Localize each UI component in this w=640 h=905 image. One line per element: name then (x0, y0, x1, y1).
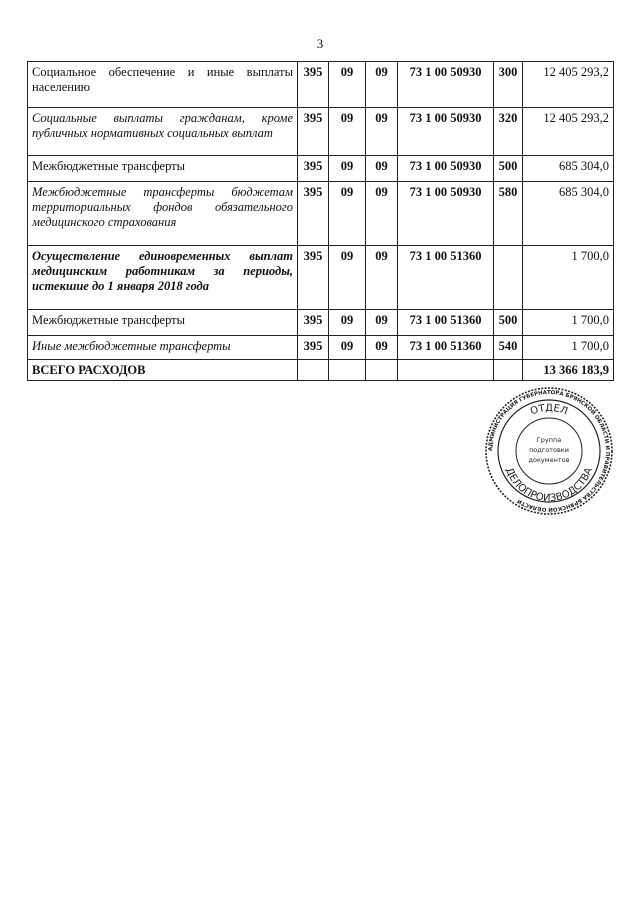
row-target: 73 1 00 50930 (398, 156, 494, 182)
total-label: ВСЕГО РАСХОДОВ (28, 360, 298, 381)
row-subsection: 09 (366, 336, 398, 360)
row-section: 09 (329, 156, 366, 182)
row-target: 73 1 00 51360 (398, 310, 494, 336)
row-target: 73 1 00 50930 (398, 108, 494, 156)
page-number: 3 (316, 36, 324, 51)
row-section: 09 (329, 182, 366, 246)
row-amount: 12 405 293,2 (523, 108, 614, 156)
official-stamp (484, 386, 614, 516)
row-code: 395 (298, 108, 329, 156)
row-amount: 685 304,0 (523, 156, 614, 182)
total-row (28, 360, 614, 381)
stamp-center-line-2: подготовки (529, 446, 569, 454)
row-section: 09 (329, 246, 366, 310)
row-section: 09 (329, 336, 366, 360)
row-amount: 1 700,0 (523, 336, 614, 360)
row-subsection: 09 (366, 108, 398, 156)
row-code: 395 (298, 62, 329, 108)
row-code: 395 (298, 310, 329, 336)
row-code: 395 (298, 246, 329, 310)
row-name: Социальные выплаты гражданам, кроме публичных нормативных социальных выплат (28, 108, 298, 156)
row-subsection: 09 (366, 310, 398, 336)
row-amount: 1 700,0 (523, 310, 614, 336)
row-target: 73 1 00 51360 (398, 246, 494, 310)
row-amount: 12 405 293,2 (523, 62, 614, 108)
row-type (494, 246, 523, 310)
row-subsection: 09 (366, 62, 398, 108)
row-code: 395 (298, 336, 329, 360)
row-target: 73 1 00 50930 (398, 182, 494, 246)
row-type: 320 (494, 108, 523, 156)
row-amount: 685 304,0 (523, 182, 614, 246)
budget-table (27, 61, 614, 381)
row-type: 540 (494, 336, 523, 360)
row-name: Межбюджетные трансферты бюджетам территориальных фондов обязательного медицинского страхования (28, 182, 298, 246)
row-type: 500 (494, 310, 523, 336)
row-target: 73 1 00 50930 (398, 62, 494, 108)
row-section: 09 (329, 310, 366, 336)
row-type: 500 (494, 156, 523, 182)
stamp-center-line-3: документов (528, 456, 570, 464)
row-type: 580 (494, 182, 523, 246)
row-section: 09 (329, 108, 366, 156)
row-name: Межбюджетные трансферты (28, 156, 298, 182)
row-name: Социальное обеспечение и иные выплаты населению (28, 62, 298, 108)
total-amount: 13 366 183,9 (523, 360, 614, 381)
stamp-dept-top: ОТДЕЛ (529, 402, 570, 418)
row-name: Осуществление единовременных выплат медицинским работникам за периоды, истекшие до 1 января 2018 года (28, 246, 298, 310)
table-row (28, 310, 614, 336)
row-name: Иные межбюджетные трансферты (28, 336, 298, 360)
row-section: 09 (329, 62, 366, 108)
row-code: 395 (298, 182, 329, 246)
stamp-dept-bottom: ДЕЛОПРОИЗВОДСТВА (503, 466, 595, 505)
row-code: 395 (298, 156, 329, 182)
stamp-outer-text: АДМИНИСТРАЦИЯ ГУБЕРНАТОРА БРЯНСКОЙ ОБЛАСТИ И ПРАВИТЕЛЬСТВА БРЯНСКОЙ ОБЛАСТИ (487, 389, 611, 513)
table-row (28, 182, 614, 246)
row-name: Межбюджетные трансферты (28, 310, 298, 336)
stamp-center-line-1: Группа (536, 436, 562, 444)
table-row (28, 108, 614, 156)
table-row (28, 336, 614, 360)
table-row (28, 156, 614, 182)
row-subsection: 09 (366, 156, 398, 182)
row-target: 73 1 00 51360 (398, 336, 494, 360)
table-row (28, 246, 614, 310)
row-amount: 1 700,0 (523, 246, 614, 310)
row-subsection: 09 (366, 246, 398, 310)
row-subsection: 09 (366, 182, 398, 246)
row-type: 300 (494, 62, 523, 108)
table-row (28, 62, 614, 108)
